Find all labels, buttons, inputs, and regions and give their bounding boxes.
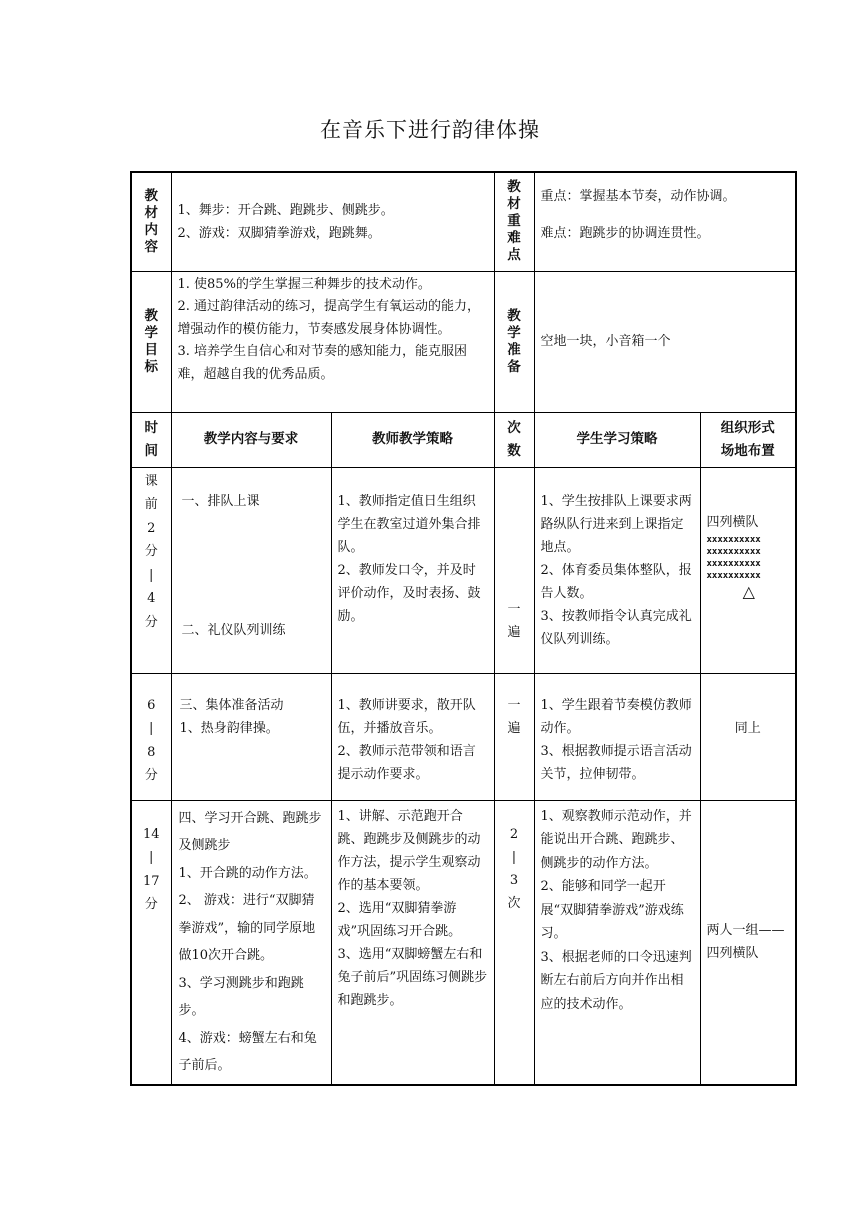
label-key-difficulty: 教 材 重 难 点: [494, 172, 534, 271]
row-material: [131, 172, 796, 271]
section-2-time: 6 | 8 分: [131, 673, 171, 800]
formation-row: xxxxxxxxxx: [706, 570, 761, 581]
section-1-organization: [700, 467, 796, 673]
section-2-student: 1、学生跟着节奏模仿教师动作。 3、根据教师提示语言活动关节，拉伸韧带。: [534, 673, 700, 800]
section-3-student: 1、观察教师示范动作，并能说出开合跳、跑跳步、侧跳步的动作方法。 2、能够和同学一起开展“双脚猜拳游戏”游戏练习。 3、根据老师的口令迅速判断左右前后方向并作出相应的技术动作。: [534, 800, 700, 1085]
header-teacher: 教师教学策略: [331, 412, 494, 467]
section-prep-row: [131, 673, 796, 800]
formation-title: 四列横队: [706, 514, 759, 530]
formation-row: xxxxxxxxxx: [706, 534, 761, 545]
material-content: 1、舞步：开合跳、跑跳步、侧跳步。 2、游戏：双脚猜拳游戏，跑跳舞。: [171, 172, 494, 271]
section-2-content: 三、集体准备活动 1、热身韵律操。: [171, 673, 331, 800]
section-1-teacher: 1、教师指定值日生组织学生在教室过道外集合排队。 2、教师发口令，并及时评价动作，及时表扬、鼓励。: [331, 467, 494, 673]
teaching-goals: 1. 使85%的学生掌握三种舞步的技术动作。 2. 通过韵律活动的练习，提高学生有氧运动的能力，增强动作的模仿能力，节奏感发展身体协调性。 3. 培养学生自信心和对节奏的感知能力，能克服困难，超越自我的优秀品质。: [171, 271, 494, 412]
section-2-teacher: 1、教师讲要求，散开队伍，并播放音乐。 2、教师示范带领和语言提示动作要求。: [331, 673, 494, 800]
header-organization: 组织形式 场地布置: [700, 412, 796, 467]
section-3-teacher: 1、讲解、示范跑开合跳、跑跳步及侧跳步的动作方法，提示学生观察动作的基本要领。 2、选用“双脚猜拳游戏”巩固练习开合跳。 3、选用“双脚螃蟹左右和兔子前后”巩固练习侧跳步和跑跳步。: [331, 800, 494, 1085]
schedule-header: [131, 412, 796, 467]
section-3-content: 四、学习开合跳、跑跳步及侧跳步 1、开合跳的动作方法。 2、 游戏：进行“双脚猜拳游戏”，输的同学原地做10次开合跳。 3、学习测跳步和跑跳步。 4、游戏：螃蟹左右和兔子前后。: [171, 800, 331, 1085]
section-1-content: 一、排队上课 二、礼仪队列训练: [171, 467, 331, 673]
section-3-count: 2 | 3 次: [494, 800, 534, 1085]
section-3-organization: 两人一组——四列横队: [700, 800, 796, 1085]
header-student: 学生学习策略: [534, 412, 700, 467]
label-material-content: 教 材 内 容: [131, 172, 171, 271]
lesson-plan-table: [130, 171, 797, 1086]
section-1-count: 一 遍: [494, 467, 534, 673]
section-2-count: 一 遍: [494, 673, 534, 800]
header-time: 时 间: [131, 412, 171, 467]
section-3-time: 14 | 17 分: [131, 800, 171, 1085]
section-1-student: 1、学生按排队上课要求两路纵队行进来到上课指定地点。 2、体育委员集体整队，报告人数。 3、按教师指令认真完成礼仪队列训练。: [534, 467, 700, 673]
key-difficulty-text: 重点：掌握基本节奏，动作协调。 难点：跑跳步的协调连贯性。: [534, 172, 796, 271]
formation-row: xxxxxxxxxx: [706, 546, 761, 557]
formation-row: xxxxxxxxxx: [706, 558, 761, 569]
row-goals: [131, 271, 796, 412]
header-content: 教学内容与要求: [171, 412, 331, 467]
section-warmup-row: [131, 467, 796, 673]
header-count: 次 数: [494, 412, 534, 467]
section-1-time: 课 前 2 分 | 4 分: [131, 467, 171, 673]
label-teaching-prep: 教 学 准 备: [494, 271, 534, 412]
label-teaching-goals: 教 学 目 标: [131, 271, 171, 412]
teaching-prep: 空地一块，小音箱一个: [534, 271, 796, 412]
section-learning-row: [131, 800, 796, 1085]
section-2-organization: 同上: [700, 673, 796, 800]
teacher-triangle-icon: △: [742, 581, 755, 601]
page-title: 在音乐下进行韵律体操: [320, 118, 540, 142]
